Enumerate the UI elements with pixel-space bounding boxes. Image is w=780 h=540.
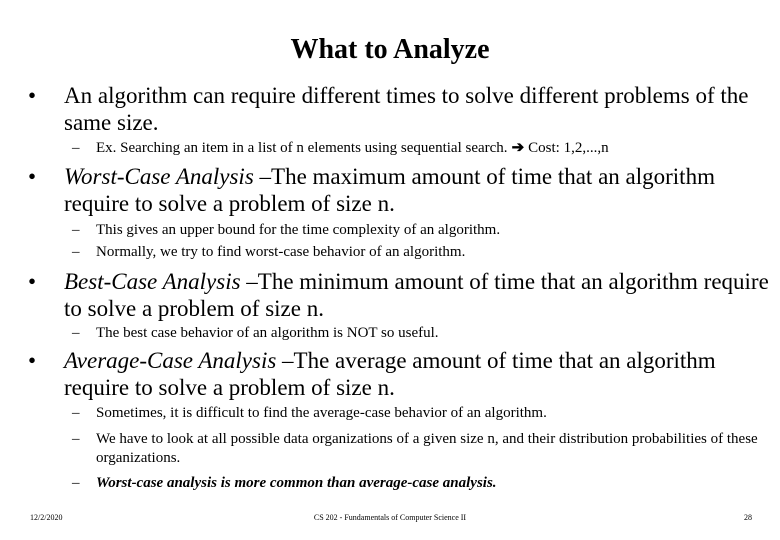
example-cost: Cost: 1,2,...,n [528,140,609,156]
bullet-dot-icon: • [28,164,37,189]
bullet-heading: Worst-Case Analysis [64,164,254,189]
dash-icon: – [72,222,80,238]
sub-bullet-text: Sometimes, it is difficult to find the average-case behavior of an algorithm. [96,405,547,421]
sub-bullet-text: Normally, we try to find worst-case behavior of an algorithm. [96,244,466,260]
emphasis-text: Worst-case analysis is more common than average-case analysis. [96,475,497,491]
bullet-definition: –The maximum amount of time that an algorithm require to solve a problem of size n. [64,164,715,216]
footer-date: 12/2/2020 [30,513,63,522]
bullet-dot-icon: • [28,83,37,108]
sub-bullet-text: We have to look at all possible data organizations of a given size n, and their distribution probabilities of these organizations. [96,431,758,466]
right-arrow-icon: ➔ [511,140,525,156]
sub-bullet-text: This gives an upper bound for the time complexity of an algorithm. [96,222,501,238]
bullet-text [64,163,769,217]
bullet-text [64,268,769,322]
bullet-definition: –The minimum amount of time that an algorithm require to solve a problem of size n. [64,269,769,321]
bullet-heading: Best-Case Analysis [64,269,241,294]
dash-icon: – [72,405,80,421]
dash-icon: – [72,244,80,260]
footer-page-number: 28 [744,513,752,522]
bullet-heading: Average-Case Analysis [64,348,277,373]
bullet-dot-icon: • [28,269,37,294]
bullet-definition: –The average amount of time that an algorithm require to solve a problem of size n. [64,348,716,400]
sub-bullet-text [96,474,762,493]
example-text: Ex. Searching an item in a list of n elements using sequential search. [96,140,508,156]
dash-icon: – [72,475,80,491]
dash-icon: – [72,140,80,156]
sub-bullet-text [96,139,762,158]
footer-course: CS 202 - Fundamentals of Computer Science II [313,513,467,522]
slide-title: What to Analyze [290,34,490,65]
dash-icon: – [72,325,80,341]
dash-icon: – [72,431,80,447]
sub-bullet-text: The best case behavior of an algorithm is NOT so useful. [96,325,439,341]
bullet-text: An algorithm can require different times to solve different problems of the same size. [64,83,749,135]
bullet-dot-icon: • [28,348,37,373]
bullet-text [64,347,769,401]
